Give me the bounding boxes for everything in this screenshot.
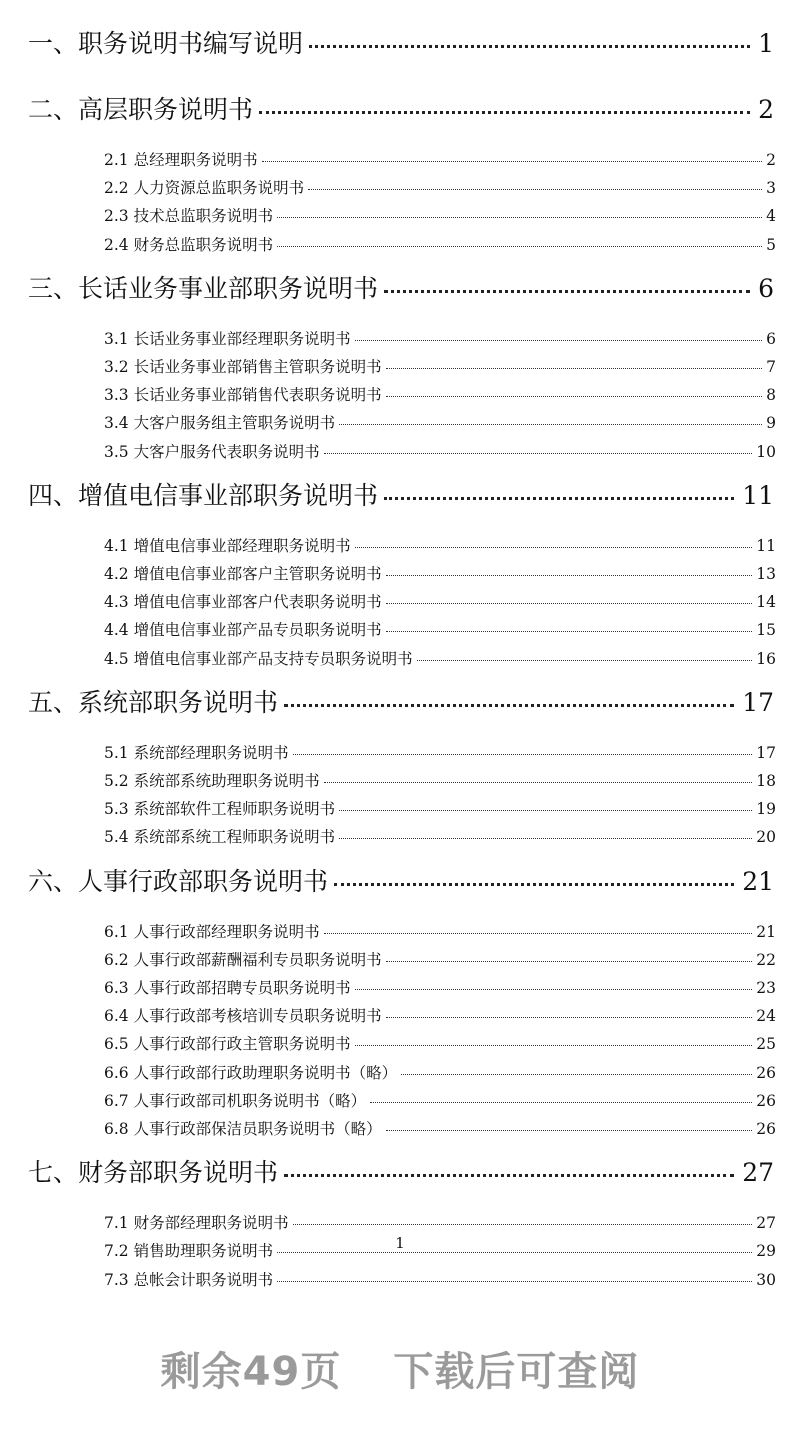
toc-dot-leader (293, 1224, 753, 1225)
toc-dot-leader (324, 933, 753, 934)
toc-entry-page: 23 (756, 979, 776, 997)
toc-entry-page: 26 (756, 1120, 776, 1138)
toc-entry-label: 3.1 长话业务事业部经理职务说明书 (104, 329, 351, 348)
toc-dot-leader (334, 883, 734, 886)
toc-entry-page: 6 (758, 273, 774, 303)
toc-dot-leader (386, 575, 753, 576)
toc-entry-label: 3.3 长话业务事业部销售代表职务说明书 (104, 386, 382, 405)
toc-entry-page: 29 (756, 1242, 776, 1261)
toc-entry-label: 二、高层职务说明书 (28, 95, 254, 124)
toc-dot-leader (284, 1174, 734, 1177)
toc-entry-label: 7.2 销售助理职务说明书 (104, 1242, 274, 1261)
toc-dot-leader (293, 754, 753, 755)
toc-section-entry[interactable] (104, 825, 776, 847)
toc-section-entry[interactable] (104, 1061, 776, 1083)
toc-dot-leader (355, 989, 753, 990)
toc-entry-page: 20 (756, 828, 776, 847)
toc-section-entry[interactable] (104, 1004, 776, 1026)
toc-entry-label: 五、系统部职务说明书 (28, 687, 279, 717)
toc-entry-label: 6.6 人事行政部行政助理职务说明书（略） (104, 1063, 398, 1082)
toc-entry-page: 5 (766, 235, 776, 254)
toc-entry-label: 5.3 系统部软件工程师职务说明书 (104, 800, 336, 819)
toc-entry-page: 15 (756, 621, 776, 640)
toc-entry-label: 6.8 人事行政部保洁员职务说明书（略） (104, 1120, 382, 1138)
toc-entry-label: 4.4 增值电信事业部产品专员职务说明书 (104, 621, 382, 640)
toc-section-entry[interactable] (104, 440, 776, 462)
toc-entry-label: 六、人事行政部职务说明书 (28, 866, 329, 896)
toc-entry-page: 9 (766, 414, 776, 433)
toc-dot-leader (386, 1130, 753, 1131)
toc-section-entry[interactable] (104, 148, 776, 170)
download-to-view-label[interactable]: 下载后可查阅 (393, 1349, 640, 1395)
toc-entry-label: 2.2 人力资源总监职务说明书 (104, 179, 305, 198)
toc-dot-leader (277, 1281, 752, 1282)
toc-entry-label: 5.2 系统部系统助理职务说明书 (104, 772, 320, 790)
toc-dot-leader (386, 396, 763, 397)
toc-dot-leader (339, 424, 762, 425)
toc-dot-leader (262, 161, 763, 162)
toc-dot-leader (339, 838, 752, 839)
toc-entry-page: 27 (742, 1158, 774, 1188)
toc-dot-leader (386, 961, 753, 962)
toc-entry-page: 26 (756, 1063, 776, 1082)
toc-section-entry[interactable] (104, 1211, 776, 1233)
toc-entry-page: 21 (756, 922, 776, 941)
toc-entry-label: 6.2 人事行政部薪酬福利专员职务说明书 (104, 950, 382, 969)
toc-entry-label: 4.1 增值电信事业部经理职务说明书 (104, 536, 351, 555)
toc-section-entry[interactable] (104, 769, 776, 791)
toc-section-entry[interactable] (104, 1032, 776, 1054)
toc-section-entry[interactable] (104, 383, 776, 405)
toc-section-entry[interactable] (104, 976, 776, 998)
toc-entry-label: 四、增值电信事业部职务说明书 (28, 480, 379, 510)
toc-dot-leader (277, 1252, 752, 1253)
toc-entry-page: 26 (756, 1091, 776, 1110)
toc-chapter-entry[interactable] (28, 24, 774, 60)
toc-entry-page: 30 (756, 1270, 776, 1289)
toc-dot-leader (386, 631, 753, 632)
toc-dot-leader (384, 497, 734, 500)
toc-entry-label: 3.5 大客户服务代表职务说明书 (104, 442, 320, 461)
toc-dot-leader (284, 704, 734, 707)
toc-entry-label: 7.1 财务部经理职务说明书 (104, 1214, 289, 1233)
toc-dot-leader (386, 1017, 753, 1018)
toc-entry-label: 5.1 系统部经理职务说明书 (104, 743, 289, 762)
toc-chapter-entry[interactable] (28, 476, 774, 512)
toc-chapter-entry[interactable] (28, 269, 774, 305)
toc-dot-leader (277, 217, 762, 218)
toc-entry-page: 11 (756, 536, 776, 555)
toc-entry-page: 17 (756, 743, 776, 762)
toc-section-entry[interactable] (104, 1089, 776, 1111)
toc-section-entry[interactable] (104, 534, 776, 556)
toc-dot-leader (339, 810, 752, 811)
toc-dot-leader (309, 45, 750, 48)
toc-section-entry[interactable] (104, 590, 776, 612)
toc-entry-label: 5.4 系统部系统工程师职务说明书 (104, 828, 336, 847)
toc-section-entry[interactable] (104, 327, 776, 349)
toc-dot-leader (355, 547, 753, 548)
toc-entry-label: 4.3 增值电信事业部客户代表职务说明书 (104, 593, 382, 612)
toc-section-entry[interactable] (104, 920, 776, 942)
toc-dot-leader (259, 111, 750, 114)
toc-section-entry[interactable] (104, 411, 776, 433)
toc-entry-label: 2.3 技术总监职务说明书 (104, 207, 274, 226)
remaining-pages-label: 剩余49页 (160, 1349, 342, 1395)
toc-section-entry[interactable] (104, 618, 776, 640)
toc-entry-label: 2.4 财务总监职务说明书 (104, 235, 274, 254)
toc-dot-leader (324, 453, 753, 454)
toc-entry-label: 6.3 人事行政部招聘专员职务说明书 (104, 979, 351, 997)
toc-dot-leader (355, 1045, 753, 1046)
toc-entry-label: 3.4 大客户服务组主管职务说明书 (104, 414, 336, 433)
toc-section-entry[interactable] (104, 647, 776, 669)
toc-entry-page: 4 (766, 207, 776, 226)
toc-entry-page: 13 (756, 565, 776, 583)
toc-entry-page: 7 (766, 358, 776, 376)
toc-entry-page: 6 (766, 329, 776, 348)
toc-dot-leader (308, 189, 762, 190)
toc-entry-label: 6.7 人事行政部司机职务说明书（略） (104, 1091, 367, 1110)
toc-entry-label: 4.5 增值电信事业部产品支持专员职务说明书 (104, 649, 413, 668)
toc-entry-label: 6.4 人事行政部考核培训专员职务说明书 (104, 1007, 382, 1026)
toc-section-entry[interactable] (104, 204, 776, 226)
download-banner[interactable] (0, 1340, 800, 1397)
toc-section-entry[interactable] (104, 1117, 776, 1139)
toc-entry-page: 18 (756, 772, 776, 790)
toc-dot-leader (277, 246, 762, 247)
toc-section-entry[interactable] (104, 797, 776, 819)
toc-dot-leader (417, 660, 753, 661)
toc-dot-leader (384, 290, 750, 293)
toc-entry-page: 22 (756, 950, 776, 969)
toc-chapter-entry[interactable] (28, 862, 774, 898)
toc-entry-page: 24 (756, 1007, 776, 1026)
toc-section-entry[interactable] (104, 233, 776, 255)
toc-entry-page: 21 (742, 866, 774, 896)
toc-entry-label: 三、长话业务事业部职务说明书 (28, 273, 379, 303)
toc-entry-page: 10 (756, 442, 776, 461)
toc-entry-label: 一、职务说明书编写说明 (28, 29, 304, 58)
toc-section-entry[interactable] (104, 176, 776, 198)
toc-entry-page: 11 (742, 480, 774, 510)
toc-entry-page: 8 (766, 386, 776, 405)
toc-section-entry[interactable] (104, 948, 776, 970)
page-number: 1 (395, 1234, 405, 1252)
toc-entry-page: 2 (758, 95, 774, 124)
toc-entry-page: 27 (756, 1214, 776, 1233)
toc-chapter-entry[interactable] (28, 683, 774, 719)
toc-entry-label: 七、财务部职务说明书 (28, 1158, 279, 1188)
toc-dot-leader (401, 1074, 752, 1075)
toc-section-entry[interactable] (104, 355, 776, 377)
toc-entry-page: 3 (766, 179, 776, 198)
toc-entry-page: 1 (758, 29, 774, 58)
toc-section-entry[interactable] (104, 1268, 776, 1290)
toc-section-entry[interactable] (104, 741, 776, 763)
toc-entry-label: 2.1 总经理职务说明书 (104, 151, 258, 169)
toc-entry-label: 4.2 增值电信事业部客户主管职务说明书 (104, 565, 382, 583)
toc-entry-page: 14 (756, 593, 776, 612)
toc-dot-leader (324, 782, 753, 783)
toc-dot-leader (386, 603, 753, 604)
toc-entry-page: 19 (756, 800, 776, 819)
toc-chapter-entry[interactable] (28, 90, 774, 126)
toc-entry-label: 7.3 总帐会计职务说明书 (104, 1270, 274, 1289)
toc-dot-leader (386, 368, 763, 369)
toc-entry-page: 17 (742, 687, 774, 717)
toc-entry-page: 25 (756, 1035, 776, 1054)
toc-section-entry[interactable] (104, 562, 776, 584)
toc-entry-label: 6.5 人事行政部行政主管职务说明书 (104, 1035, 351, 1054)
toc-chapter-entry[interactable] (28, 1153, 774, 1189)
toc-entry-page: 16 (756, 649, 776, 668)
toc-entry-label: 6.1 人事行政部经理职务说明书 (104, 922, 320, 941)
toc-entry-page: 2 (766, 151, 776, 169)
toc-entry-label: 3.2 长话业务事业部销售主管职务说明书 (104, 358, 382, 376)
toc-dot-leader (355, 340, 763, 341)
toc-dot-leader (370, 1102, 752, 1103)
